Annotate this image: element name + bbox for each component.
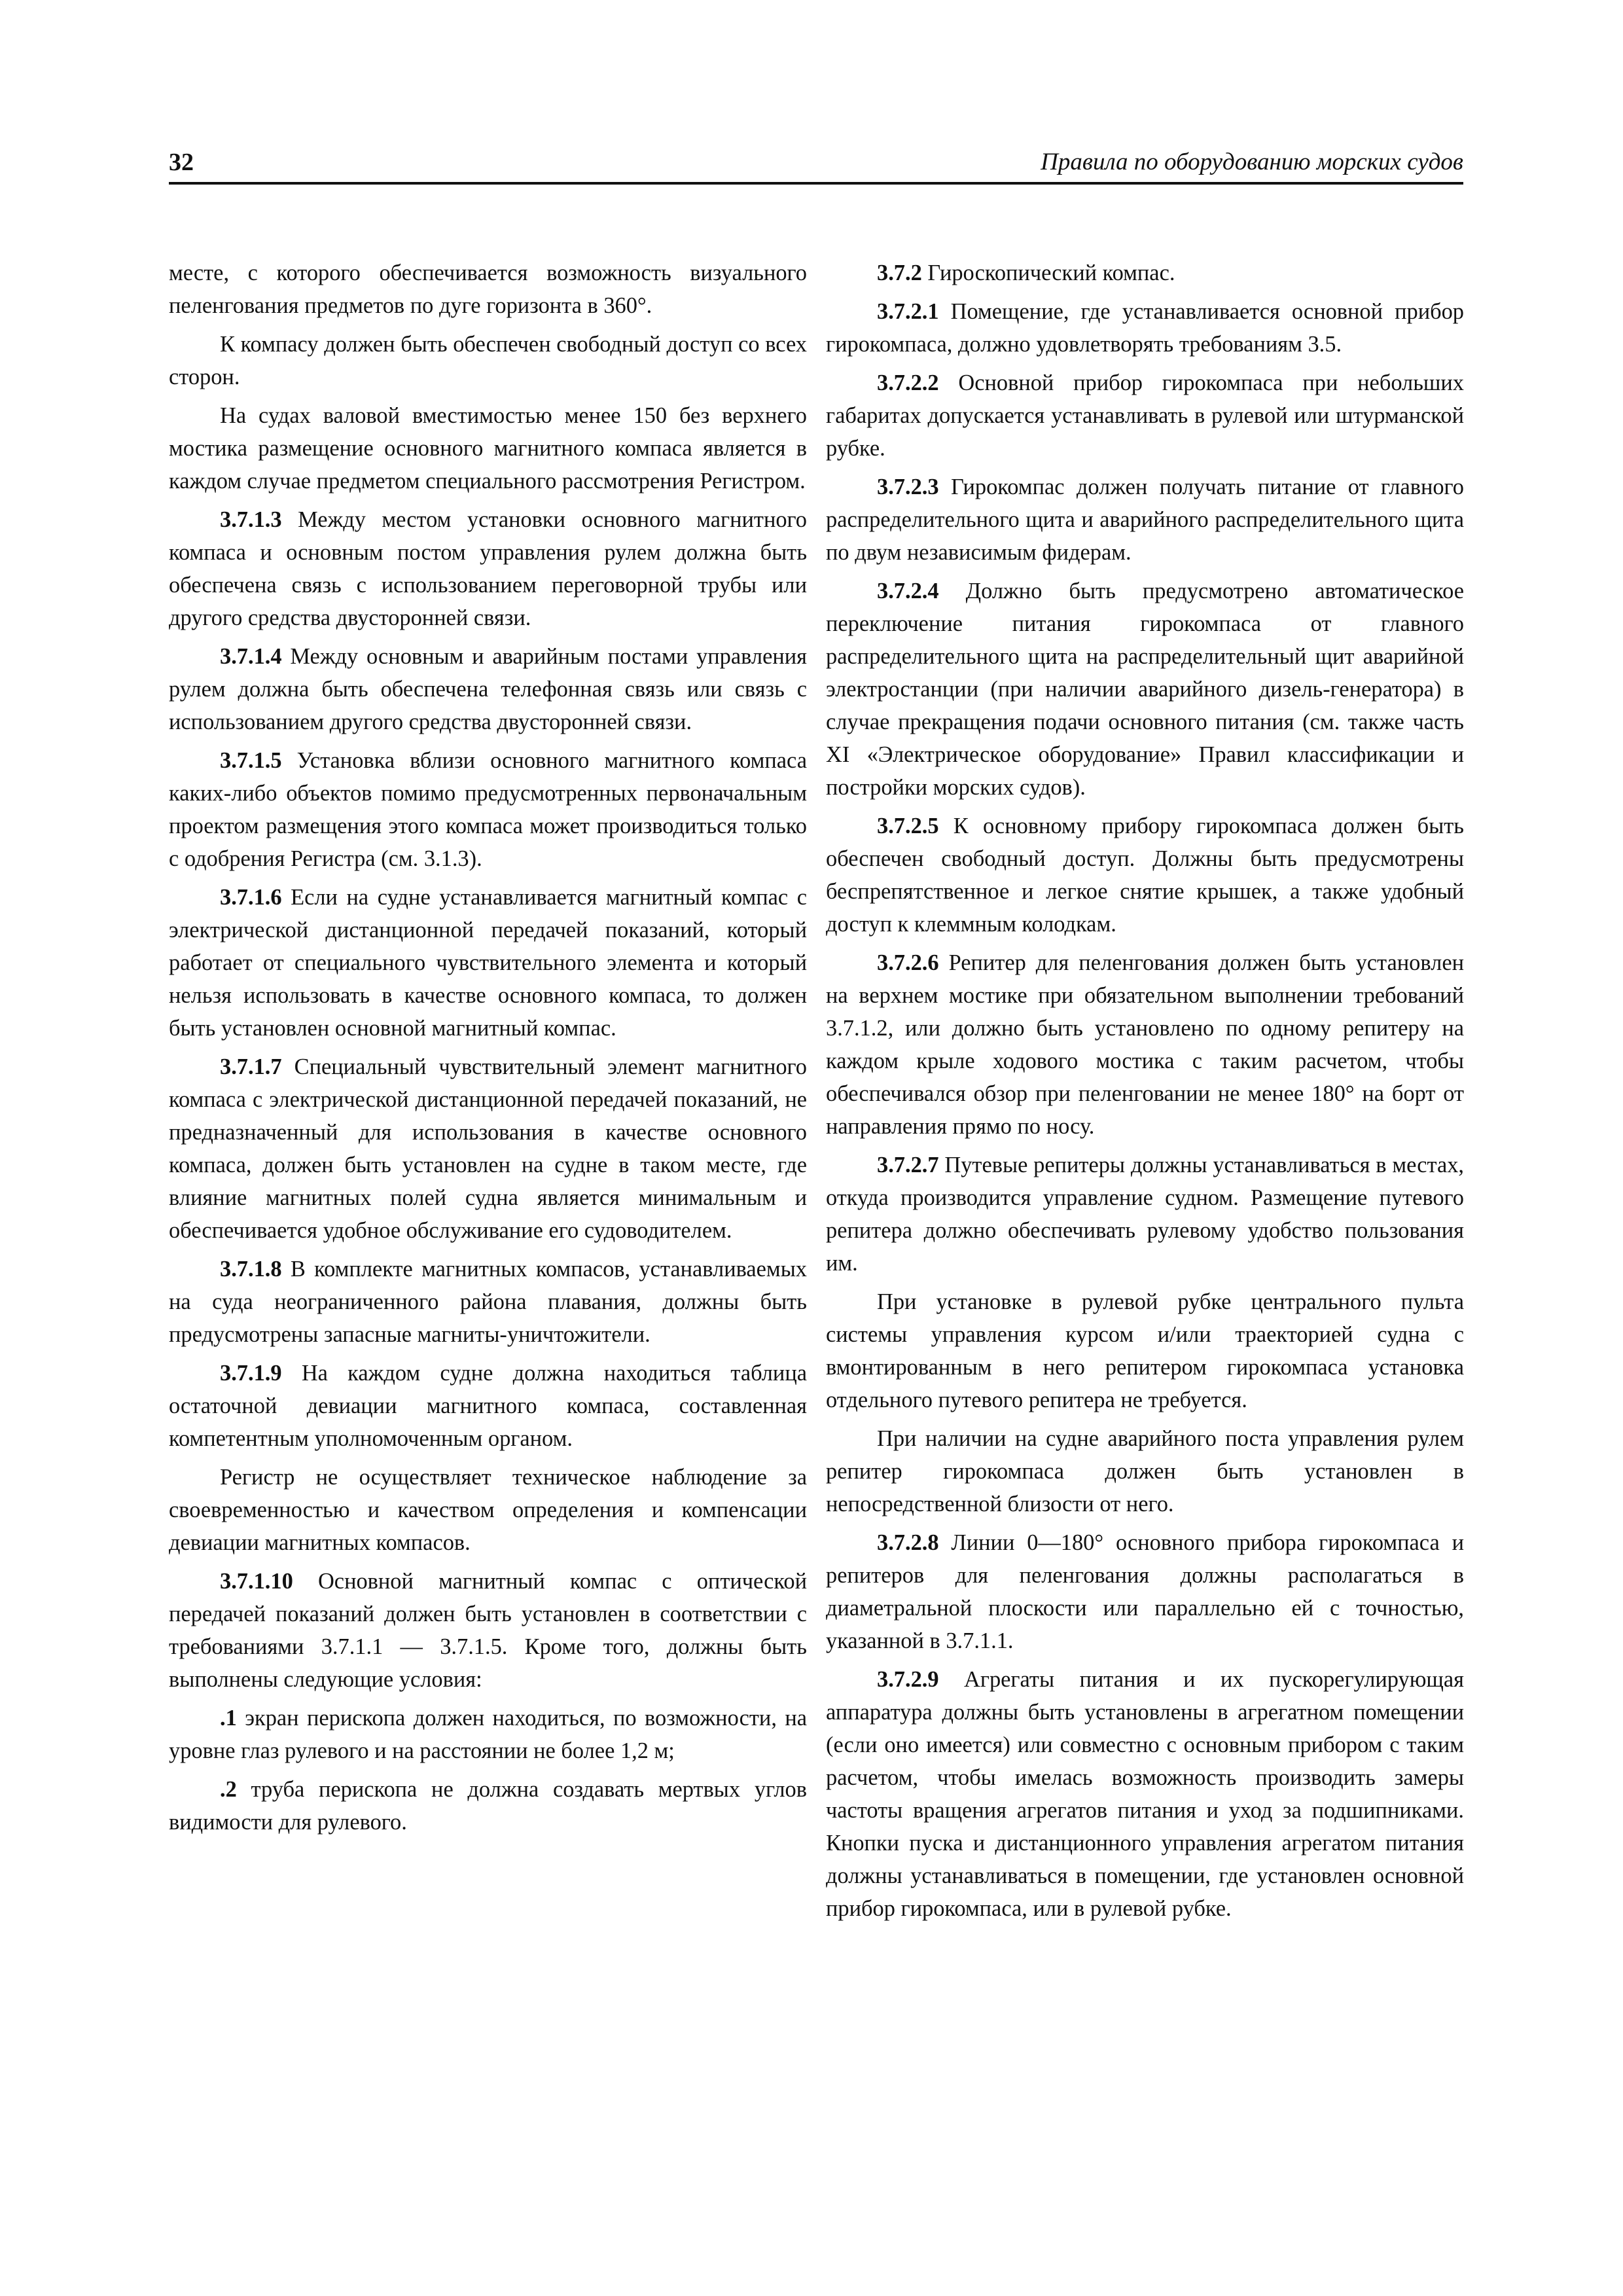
paragraph: 3.7.2.3 Гирокомпас должен получать питание от главного распределительного щита и аварийного распределительного щита по двум независимым фидерам. xyxy=(826,475,1464,565)
list-marker: .1 xyxy=(220,1706,237,1731)
section-number: 3.7.2.1 xyxy=(877,299,939,324)
paragraph: 3.7.1.4 Между основным и аварийным постами управления рулем должна быть обеспечена телефонная связь или связь с использованием другого средства двусторонней связи. xyxy=(169,644,807,734)
section-number: 3.7.1.7 xyxy=(220,1054,282,1079)
paragraph: 3.7.2.8 Линии 0—180° основного прибора гирокомпаса и репитеров для пеленгования должны располагаться в диаметральной плоскости или параллельно ей с точностью, указанной в 3.7.1.1. xyxy=(826,1530,1464,1653)
section-number: 3.7.2.4 xyxy=(877,579,939,603)
list-marker: .2 xyxy=(220,1777,237,1802)
paragraph: 3.7.2.4 Должно быть предусмотрено автоматическое переключение питания гирокомпаса от главного распределительного щита на распределительный щит аварийной электростанции (при наличии аварийного дизель-генератора) в случае прекращения подачи основного питания (см. также часть XI «Электрическое оборудование» Правил классификации и постройки морских судов). xyxy=(826,579,1464,800)
paragraph: месте, с которого обеспечивается возможность визуального пеленгования предметов по дуге горизонта в 360°. xyxy=(169,260,807,318)
page-header xyxy=(169,145,1463,185)
section-heading: 3.7.2 Гироскопический компас. xyxy=(877,260,1175,285)
paragraph: 3.7.2.2 Основной прибор гирокомпаса при небольших габаритах допускается устанавливать в рулевой или штурманской рубке. xyxy=(826,370,1464,461)
paragraph: 3.7.1.3 Между местом установки основного магнитного компаса и основным постом управления рулем должна быть обеспечена связь с использованием переговорной трубы или другого средства двусторонней связи. xyxy=(169,507,807,630)
section-number: 3.7.2.9 xyxy=(877,1667,939,1692)
section-number: 3.7.1.6 xyxy=(220,885,282,910)
page-number: 32 xyxy=(169,149,194,176)
section-number: 3.7.1.9 xyxy=(220,1361,282,1386)
paragraph: При установке в рулевой рубке центрального пульта системы управления курсом и/или траекторией судна с вмонтированным в него репитером гирокомпаса установка отдельного путевого репитера не требуется. xyxy=(826,1289,1464,1412)
section-number: 3.7.1.10 xyxy=(220,1569,293,1594)
left-column xyxy=(169,257,807,1844)
list-item: .2 труба перископа не должна создавать мертвых углов видимости для рулевого. xyxy=(169,1777,807,1835)
running-title: Правила по оборудованию морских судов xyxy=(1041,149,1463,175)
section-number: 3.7.2.7 xyxy=(877,1153,939,1177)
paragraph: 3.7.2.6 Репитер для пеленгования должен быть установлен на верхнем мостике при обязательном выполнении требований 3.7.1.2, или должно быть установлено по одному репитеру на каждом крыле ходового мостика с таким расчетом, чтобы обеспечивался обзор при пеленговании не менее 180° на борт от направления прямо по носу. xyxy=(826,950,1464,1139)
section-number: 3.7.2 xyxy=(877,260,922,285)
section-number: 3.7.1.3 xyxy=(220,507,282,532)
paragraph: 3.7.2.1 Помещение, где устанавливается основной прибор гирокомпаса, должно удовлетворять требованиям 3.5. xyxy=(826,299,1464,357)
section-number: 3.7.2.5 xyxy=(877,814,939,838)
paragraph: 3.7.1.5 Установка вблизи основного магнитного компаса каких-либо объектов помимо предусмотренных первоначальным проектом размещения этого компаса может производиться только с одобрения Регистра (см. 3.1.3). xyxy=(169,748,807,871)
section-number: 3.7.2.3 xyxy=(877,475,939,499)
right-column xyxy=(826,257,1464,1931)
section-number: 3.7.2.8 xyxy=(877,1530,939,1555)
section-number: 3.7.1.4 xyxy=(220,644,282,669)
section-number: 3.7.1.8 xyxy=(220,1257,282,1282)
paragraph: При наличии на судне аварийного поста управления рулем репитер гирокомпаса должен быть установлен в непосредственной близости от него. xyxy=(826,1426,1464,1516)
paragraph: Регистр не осуществляет техническое наблюдение за своевременностью и качеством определения и компенсации девиации магнитных компасов. xyxy=(169,1465,807,1555)
paragraph: К компасу должен быть обеспечен свободный доступ со всех сторон. xyxy=(169,332,807,389)
paragraph: 3.7.1.10 Основной магнитный компас с оптической передачей показаний должен быть установлен в соответствии с требованиями 3.7.1.1 — 3.7.1.5. Кроме того, должны быть выполнены следующие условия: xyxy=(169,1569,807,1692)
paragraph: 3.7.2.7 Путевые репитеры должны устанавливаться в местах, откуда производится управление судном. Размещение путевого репитера должно обеспечивать рулевому удобство пользования им. xyxy=(826,1153,1464,1276)
paragraph: 3.7.1.9 На каждом судне должна находиться таблица остаточной девиации магнитного компаса, составленная компетентным уполномоченным органом. xyxy=(169,1361,808,1451)
section-number: 3.7.2.6 xyxy=(877,950,939,975)
paragraph: На судах валовой вместимостью менее 150 без верхнего мостика размещение основного магнитного компаса является в каждом случае предметом специального рассмотрения Регистром. xyxy=(169,403,807,493)
paragraph: 3.7.2.9 Агрегаты питания и их пускорегулирующая аппаратура должны быть установлены в агрегатном помещении (если оно имеется) или совместно с основным прибором с таким расчетом, чтобы имелась возможность производить замеры частоты вращения агрегатов питания и уход за подшипниками. Кнопки пуска и дистанционного управления агрегатом питания должны устанавливаться в помещении, где установлен основной прибор гирокомпаса, или в рулевой рубке. xyxy=(826,1667,1464,1921)
section-number: 3.7.2.2 xyxy=(877,370,939,395)
section-number: 3.7.1.5 xyxy=(220,748,282,773)
paragraph: 3.7.1.7 Специальный чувствительный элемент магнитного компаса с электрической дистанционной передачей показаний, не предназначенный для использования в качестве основного компаса, должен быть установлен на судне в таком месте, где влияние магнитных полей судна является минимальным и обеспечивается удобное обслуживание его судоводителем. xyxy=(169,1054,807,1243)
paragraph: 3.7.2.5 К основному прибору гирокомпаса должен быть обеспечен свободный доступ. Должны быть предусмотрены беспрепятственное и легкое снятие крышек, а также удобный доступ к клеммным колодкам. xyxy=(826,814,1464,937)
list-item: .1 экран перископа должен находиться, по возможности, на уровне глаз рулевого и на расстоянии не более 1,2 м; xyxy=(169,1706,807,1763)
paragraph: 3.7.1.6 Если на судне устанавливается магнитный компас с электрической дистанционной передачей показаний, который работает от специального чувствительного элемента и который нельзя использовать в качестве основного компаса, то должен быть установлен основной магнитный компас. xyxy=(169,885,807,1041)
paragraph: 3.7.1.8 В комплекте магнитных компасов, устанавливаемых на суда неограниченного района плавания, должны быть предусмотрены запасные магниты-уничтожители. xyxy=(169,1257,807,1347)
